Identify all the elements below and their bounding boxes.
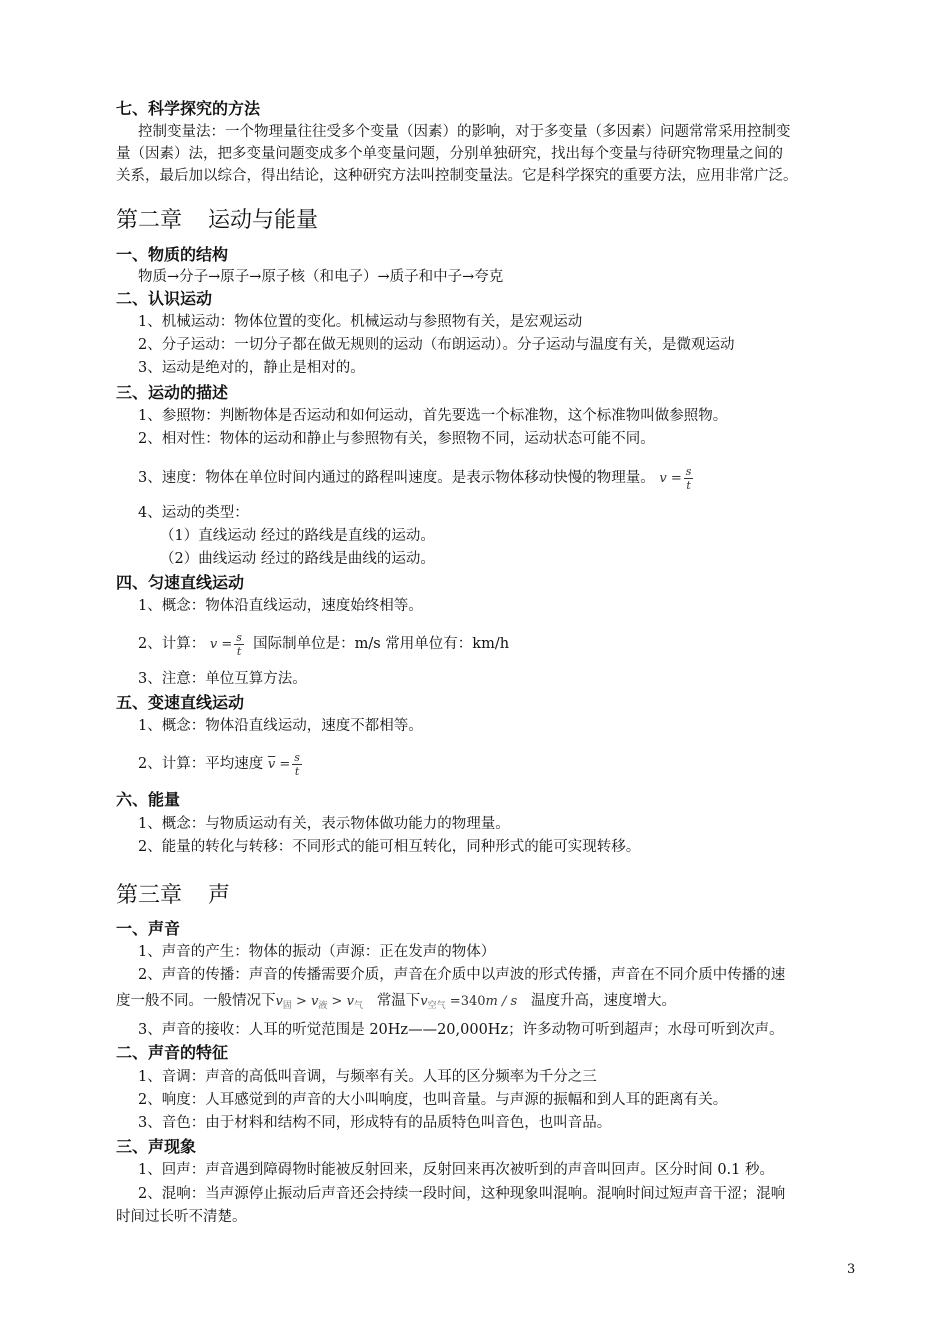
chapter-number: 第三章 <box>116 883 183 908</box>
list-item: 4、运动的类型： <box>138 505 249 521</box>
chapter-name: 声 <box>208 883 231 908</box>
list-item: 2、计算： v = $\frac{s}{t}$ 国际制单位是：m/s 常用单位有：km/h <box>138 631 510 658</box>
section-heading: 六、能量 <box>116 790 181 809</box>
list-item: 1、参照物：判断物体是否运动和如何运动，首先要选一个标准物，这个标准物叫做参照物。 <box>138 408 728 424</box>
section-heading: 五、变速直线运动 <box>116 693 245 712</box>
sound-speed-formula: $v_{空气} =340m / s$ <box>420 994 518 1011</box>
paragraph-line: 量（因素）法，把多变量问题变成多个单变量问题，分别单独研究，找出每个变量与待研究物理量之间的 <box>116 146 783 162</box>
list-item: 2、相对性：物体的运动和静止与参照物有关，参照物不同，运动状态可能不同。 <box>138 431 655 447</box>
list-item: 时间过长听不清楚。 <box>116 1209 247 1225</box>
chapter-name: 运动与能量 <box>208 208 319 233</box>
list-item: 2、分子运动：一切分子都在做无规则的运动（布朗运动）。分子运动与温度有关，是微观运动 <box>138 337 735 353</box>
paragraph-line: 关系，最后加以综合，得出结论，这种研究方法叫控制变量法。它是科学探究的重要方法，应用非常广泛。 <box>116 168 798 184</box>
speed-comparison-formula: $v_固 > v_液 > v_气$ <box>275 994 363 1011</box>
list-item: 3、速度：物体在单位时间内通过的路程叫速度。是表示物体移动快慢的物理量。 v = $\frac{s}{t}$ <box>138 465 692 492</box>
list-item: 2、能量的转化与转移：不同形式的能可相互转化，同种形式的能可实现转移。 <box>138 839 641 855</box>
list-item: 3、注意：单位互算方法。 <box>138 671 307 687</box>
list-item: 1、回声：声音遇到障碍物时能被反射回来，反射回来再次被听到的声音叫回声。区分时间 0.1 秒。 <box>138 1162 774 1178</box>
section-heading: 一、物质的结构 <box>116 245 229 264</box>
section-heading: 二、声音的特征 <box>116 1043 229 1062</box>
list-item: 2、混响：当声源停止振动后声音还会持续一段时间，这种现象叫混响。混响时间过短声音干涩；混响 <box>138 1186 786 1202</box>
list-item: 度一般不同。一般情况下$v_固 > v_液 > v_气$ 常温下$v_{空气} =340m / s$ 温度升高，速度增大。 <box>116 993 677 1011</box>
list-item: （2）曲线运动 经过的路线是曲线的运动。 <box>160 551 435 567</box>
average-speed-formula: $\overline{v}$ = $\frac{s}{t}$ <box>267 751 300 778</box>
section-heading: 一、声音 <box>116 919 181 938</box>
list-item: （1）直线运动 经过的路线是直线的运动。 <box>160 528 435 544</box>
speed-formula: v = $\frac{s}{t}$ <box>209 631 242 658</box>
chapter-title <box>116 881 860 911</box>
section-heading: 四、匀速直线运动 <box>116 573 245 592</box>
list-item: 3、运动是绝对的，静止是相对的。 <box>138 360 365 376</box>
list-item: 1、音调：声音的高低叫音调，与频率有关。人耳的区分频率为千分之三 <box>138 1069 597 1085</box>
section-heading: 七、科学探究的方法 <box>116 99 261 118</box>
list-item: 1、概念：物体沿直线运动，速度始终相等。 <box>138 598 423 614</box>
chapter-title <box>116 206 860 236</box>
list-item: 2、声音的传播：声音的传播需要介质，声音在介质中以声波的形式传播，声音在不同介质中传播的速 <box>138 967 786 983</box>
page-number: 3 <box>847 1262 856 1277</box>
section-heading: 三、声现象 <box>116 1137 197 1156</box>
speed-formula: v = $\frac{s}{t}$ <box>659 465 692 492</box>
list-item: 物质→分子→原子→原子核（和电子）→质子和中子→夸克 <box>138 269 504 285</box>
list-item: 3、音色：由于材料和结构不同，形成特有的品质特色叫音色，也叫音品。 <box>138 1115 612 1131</box>
list-item: 1、机械运动：物体位置的变化。机械运动与参照物有关，是宏观运动 <box>138 314 583 330</box>
list-item: 1、声音的产生：物体的振动（声源：正在发声的物体） <box>138 944 496 960</box>
list-item: 2、响度：人耳感觉到的声音的大小叫响度，也叫音量。与声源的振幅和到人耳的距离有关。 <box>138 1092 728 1108</box>
list-item: 1、概念：物体沿直线运动，速度不都相等。 <box>138 718 423 734</box>
section-heading: 二、认识运动 <box>116 289 213 308</box>
list-item: 1、概念：与物质运动有关，表示物体做功能力的物理量。 <box>138 816 510 832</box>
paragraph-line: 控制变量法：一个物理量往往受多个变量（因素）的影响，对于多变量（多因素）问题常常采用控制变 <box>138 124 791 140</box>
section-heading: 三、运动的描述 <box>116 383 229 402</box>
list-item: 2、计算：平均速度 $\overline{v}$ = $\frac{s}{t}$ <box>138 751 300 778</box>
list-item: 3、声音的接收：人耳的听觉范围是 20Hz——20,000Hz；许多动物可听到超声；水母可听到次声。 <box>138 1022 784 1038</box>
chapter-number: 第二章 <box>116 208 183 233</box>
